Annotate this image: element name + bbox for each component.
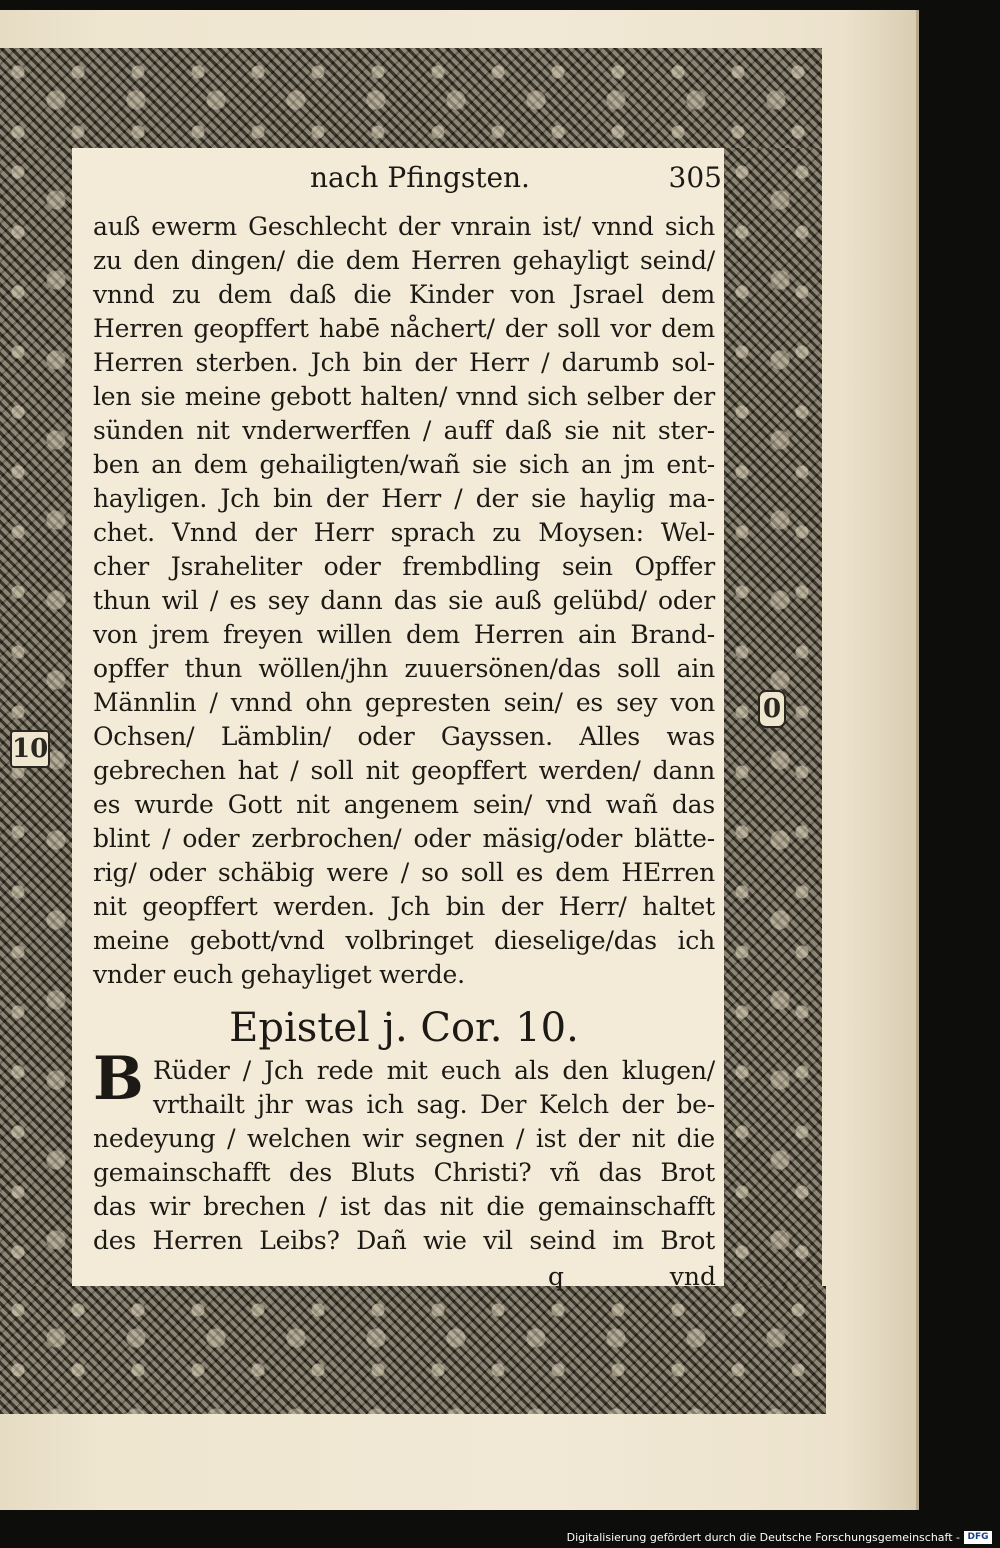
signature-mark: q bbox=[547, 1262, 564, 1291]
body-line: chet. Vnnd der Herr sprach zu Moysen: Wel- bbox=[93, 518, 715, 547]
body-line: Ochsen/ Lämblin/ oder Gayssen. Alles was bbox=[93, 722, 715, 751]
woodcut-border-left bbox=[0, 148, 72, 1286]
body-line: Männlin / vnnd ohn gepresten sein/ es sey von bbox=[93, 688, 715, 717]
dfg-logo[interactable]: DFG bbox=[964, 1531, 992, 1544]
body-line: Herren geopffert habē nåchert/ der soll vor dem bbox=[93, 314, 715, 343]
epistle-line: des Herren Leibs? Dañ wie vil seind im Brot bbox=[93, 1226, 715, 1255]
border-number-left: 10 bbox=[10, 730, 50, 768]
epistle-line: gemainschafft des Bluts Christi? vñ das Brot bbox=[93, 1158, 715, 1187]
body-line: rig/ oder schäbig were / so soll es dem HErren bbox=[93, 858, 715, 887]
running-title: nach Pfingsten. bbox=[310, 161, 530, 194]
drop-initial: B bbox=[93, 1044, 144, 1114]
body-line: gebrechen hat / soll nit geopffert werden/ dann bbox=[93, 756, 715, 785]
body-line: zu den dingen/ die dem Herren gehayligt seind/ bbox=[93, 246, 715, 275]
digitization-credit: Digitalisierung gefördert durch die Deutsche Forschungsgemeinschaft - bbox=[566, 1531, 960, 1544]
body-line: len sie meine gebott halten/ vnnd sich selber der bbox=[93, 382, 715, 411]
body-line: nit geopffert werden. Jch bin der Herr/ haltet bbox=[93, 892, 715, 921]
epistle-line: vrthailt jhr was ich sag. Der Kelch der be- bbox=[153, 1090, 715, 1119]
body-line: auß ewerm Geschlecht der vnrain ist/ vnnd sich bbox=[93, 212, 715, 241]
body-line: meine gebott/vnd volbringet dieselige/das ich bbox=[93, 926, 715, 955]
page-number: 305 bbox=[668, 161, 722, 194]
catchword: vnd bbox=[669, 1262, 716, 1291]
epistle-heading: Epistel j. Cor. 10. bbox=[229, 1005, 579, 1051]
body-line: blint / oder zerbrochen/ oder mäsig/oder blätte- bbox=[93, 824, 715, 853]
body-line: ben an dem gehailigten/wañ sie sich an jm ent- bbox=[93, 450, 715, 479]
epistle-line: das wir brechen / ist das nit die gemainschafft bbox=[93, 1192, 715, 1221]
epistle-line: nedeyung / welchen wir segnen / ist der nit die bbox=[93, 1124, 715, 1153]
body-line: Herren sterben. Jch bin der Herr / darumb sol- bbox=[93, 348, 715, 377]
body-line: von jrem freyen willen dem Herren ain Brand- bbox=[93, 620, 715, 649]
body-line: vnder euch gehayliget werde. bbox=[93, 960, 465, 989]
woodcut-border-bottom bbox=[0, 1286, 826, 1414]
body-line: hayligen. Jch bin der Herr / der sie haylig ma- bbox=[93, 484, 715, 513]
body-line: opffer thun wöllen/jhn zuuersönen/das soll ain bbox=[93, 654, 715, 683]
body-line: es wurde Gott nit angenem sein/ vnd wañ das bbox=[93, 790, 715, 819]
body-line: sünden nit vnderwerffen / auff daß sie nit ster- bbox=[93, 416, 715, 445]
body-line: cher Jsraheliter oder frembdling sein Opffer bbox=[93, 552, 715, 581]
body-line: thun wil / es sey dann das sie auß gelübd/ oder bbox=[93, 586, 715, 615]
epistle-line: Rüder / Jch rede mit euch als den klugen/ bbox=[153, 1056, 715, 1085]
woodcut-border-top bbox=[0, 48, 822, 148]
body-line: vnnd zu dem daß die Kinder von Jsrael dem bbox=[93, 280, 715, 309]
border-number-right: 0 bbox=[758, 690, 786, 728]
